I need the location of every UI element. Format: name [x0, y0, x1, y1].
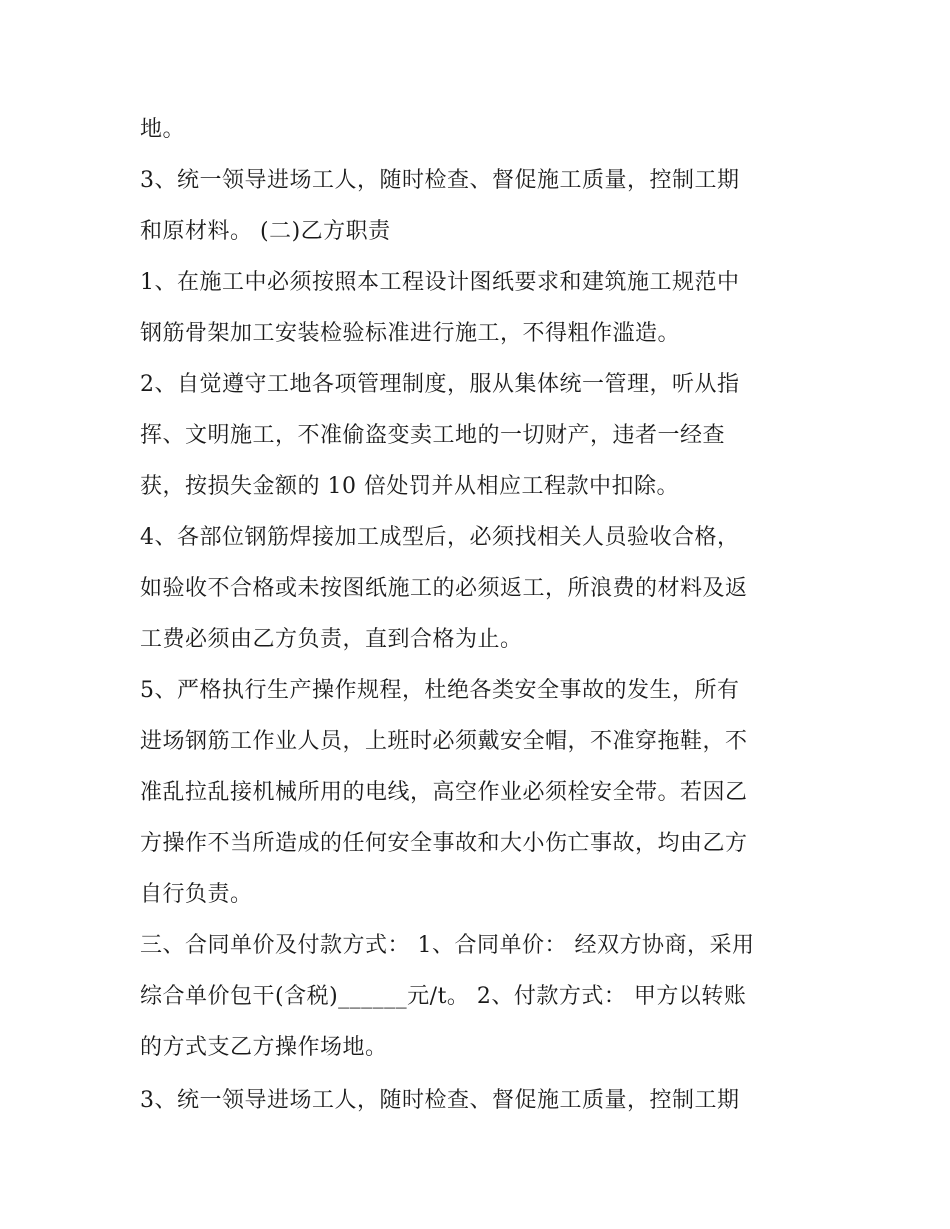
text-line: 钢筋骨架加工安装检验标准进行施工，不得粗作滥造。 [140, 321, 681, 346]
text-line: 三、合同单价及付款方式： 1、合同单价： 经双方协商，采用 [140, 933, 755, 958]
text-line: 5、严格执行生产操作规程，杜绝各类安全事故的发生，所有 [140, 678, 740, 703]
text-line: 准乱拉乱接机械所用的电线，高空作业必须栓安全带。若因乙 [140, 780, 748, 805]
text-line: 自行负责。 [140, 882, 253, 907]
document-body [140, 104, 820, 1126]
text-line: 4、各部位钢筋焊接加工成型后，必须找相关人员验收合格， [140, 525, 740, 550]
text-line: 3、统一领导进场工人，随时检查、督促施工质量，控制工期 [140, 1088, 740, 1113]
text-line: 进场钢筋工作业人员，上班时必须戴安全帽，不准穿拖鞋，不 [140, 729, 748, 754]
text-line: 方操作不当所造成的任何安全事故和大小伤亡事故，均由乙方 [140, 831, 748, 856]
text-line: 和原材料。 (二)乙方职责 [140, 219, 391, 244]
text-line: 工费必须由乙方负责，直到合格为止。 [140, 627, 523, 652]
text-line: 如验收不合格或未按图纸施工的必须返工，所浪费的材料及返 [140, 576, 748, 601]
text-line: 1、在施工中必须按照本工程设计图纸要求和建筑施工规范中 [140, 270, 740, 295]
text-line: 综合单价包干(含税)______元/t。 2、付款方式： 甲方以转账 [140, 984, 747, 1009]
text-line: 地。 [140, 117, 186, 142]
text-line: 3、统一领导进场工人，随时检查、督促施工质量，控制工期 [140, 168, 740, 193]
text-line: 2、自觉遵守工地各项管理制度，服从集体统一管理，听从指 [140, 372, 740, 397]
text-line: 的方式支乙方操作场地。 [140, 1035, 388, 1060]
text-line: 挥、文明施工，不准偷盗变卖工地的一切财产，违者一经查 [140, 423, 726, 448]
text-line: 获，按损失金额的 10 倍处罚并从相应工程款中扣除。 [140, 474, 679, 499]
